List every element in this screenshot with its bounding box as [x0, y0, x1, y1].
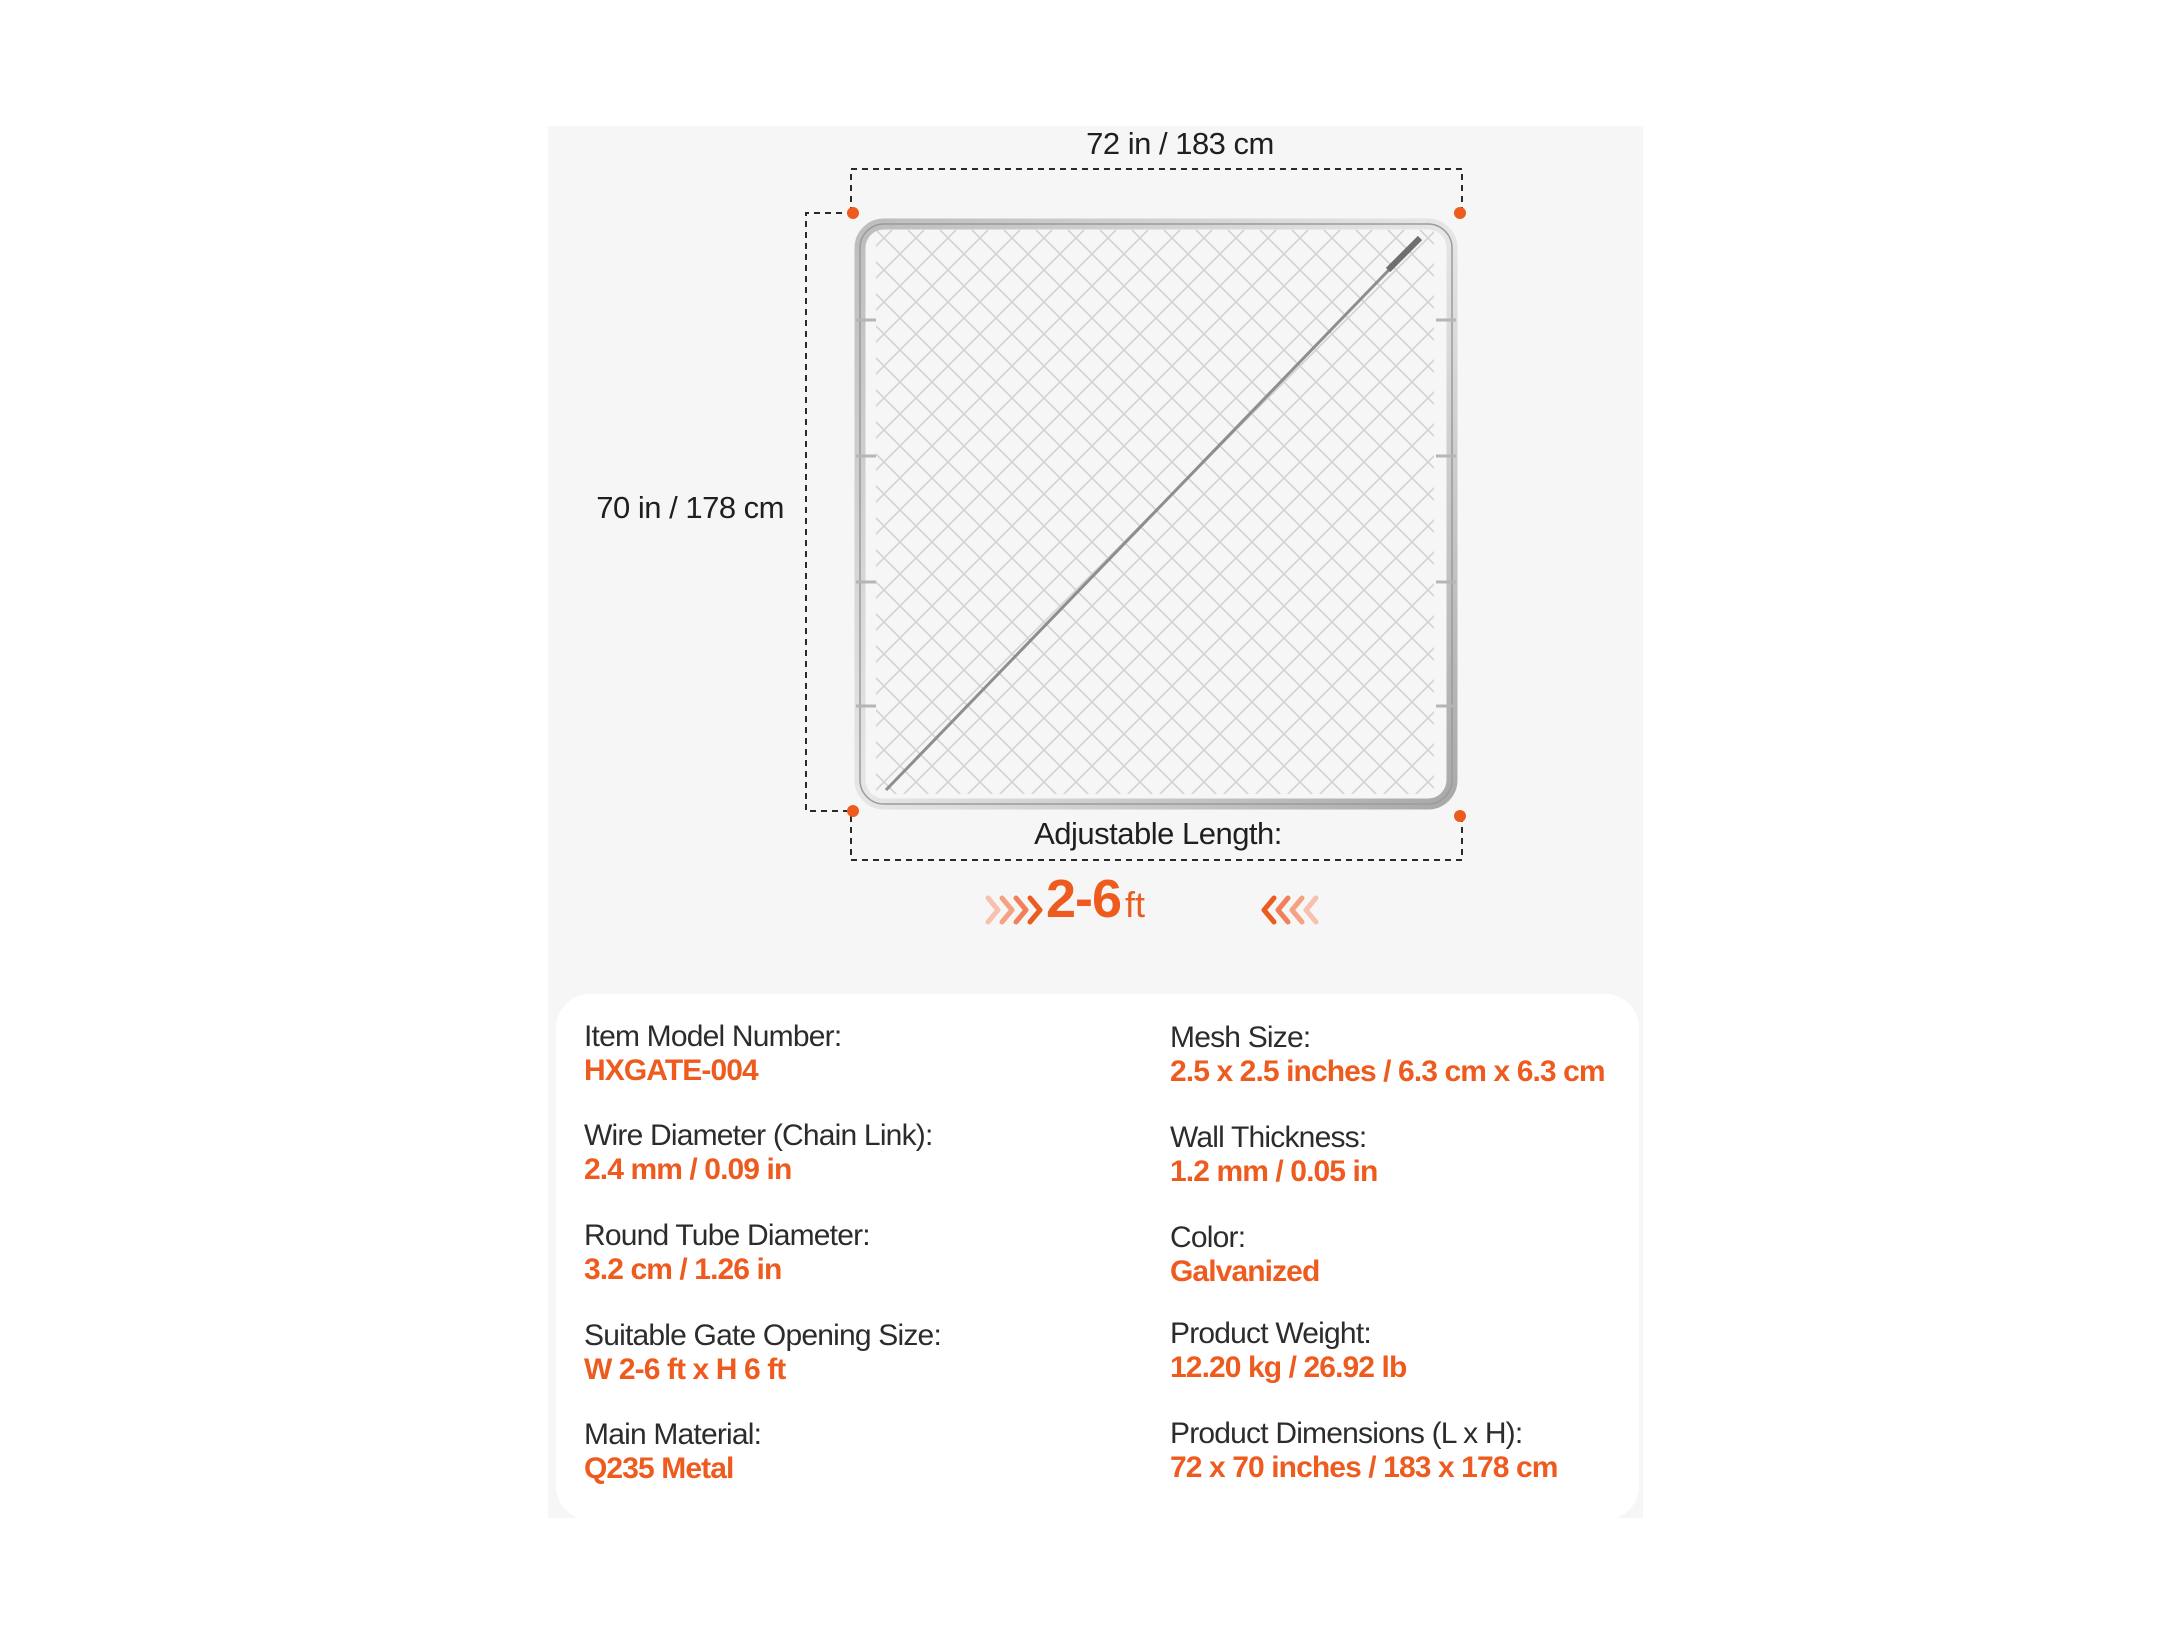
- range-value: 2-6: [1045, 869, 1122, 929]
- specs-card: [556, 994, 1639, 1520]
- spec-value: 2.5 x 2.5 inches / 6.3 cm x 6.3 cm: [1170, 1055, 1605, 1088]
- spec-value: W 2-6 ft x H 6 ft: [584, 1353, 786, 1386]
- spec-product-weight: [1170, 1317, 1406, 1385]
- spec-value: HXGATE-004: [584, 1054, 758, 1087]
- spec-item-model-number: [584, 1020, 841, 1088]
- adjustable-length-label: Adjustable Length:: [1034, 816, 1282, 851]
- spec-product-dimensions: [1170, 1417, 1558, 1485]
- spec-label: Item Model Number:: [584, 1020, 842, 1053]
- spec-value: 1.2 mm / 0.05 in: [1170, 1155, 1378, 1188]
- spec-label: Product Dimensions (L x H):: [1170, 1417, 1523, 1450]
- spec-label: Mesh Size:: [1170, 1021, 1311, 1054]
- spec-value: Galvanized: [1170, 1255, 1320, 1288]
- range-unit: ft: [1125, 884, 1146, 925]
- spec-gate-opening-size: [584, 1319, 941, 1387]
- spec-value: 12.20 kg / 26.92 lb: [1170, 1351, 1407, 1384]
- spec-label: Color:: [1170, 1221, 1246, 1254]
- height-dimension-line: [806, 213, 853, 811]
- gate-diagram: [548, 126, 1643, 1106]
- spec-label: Round Tube Diameter:: [584, 1219, 870, 1252]
- spec-wall-thickness: [1170, 1121, 1377, 1189]
- spec-mesh-size: [1170, 1021, 1605, 1089]
- spec-value: 2.4 mm / 0.09 in: [584, 1153, 792, 1186]
- spec-label: Wire Diameter (Chain Link):: [584, 1119, 933, 1152]
- spec-label: Product Weight:: [1170, 1317, 1371, 1350]
- spec-label: Wall Thickness:: [1170, 1121, 1367, 1154]
- spec-value: 72 x 70 inches / 183 x 178 cm: [1170, 1451, 1558, 1484]
- spec-value: Q235 Metal: [584, 1452, 734, 1485]
- spec-label: Suitable Gate Opening Size:: [584, 1319, 941, 1352]
- height-label: 70 in / 178 cm: [596, 490, 784, 525]
- spec-label: Main Material:: [584, 1418, 762, 1451]
- spec-color: [1170, 1221, 1319, 1289]
- spec-wire-diameter: [584, 1119, 933, 1187]
- width-label: 72 in / 183 cm: [1086, 126, 1274, 161]
- spec-value: 3.2 cm / 1.26 in: [584, 1253, 782, 1286]
- spec-main-material: [584, 1418, 761, 1486]
- adjustable-range: [548, 868, 1643, 948]
- spec-round-tube-diameter: [584, 1219, 870, 1287]
- width-dimension-line: [851, 169, 1462, 213]
